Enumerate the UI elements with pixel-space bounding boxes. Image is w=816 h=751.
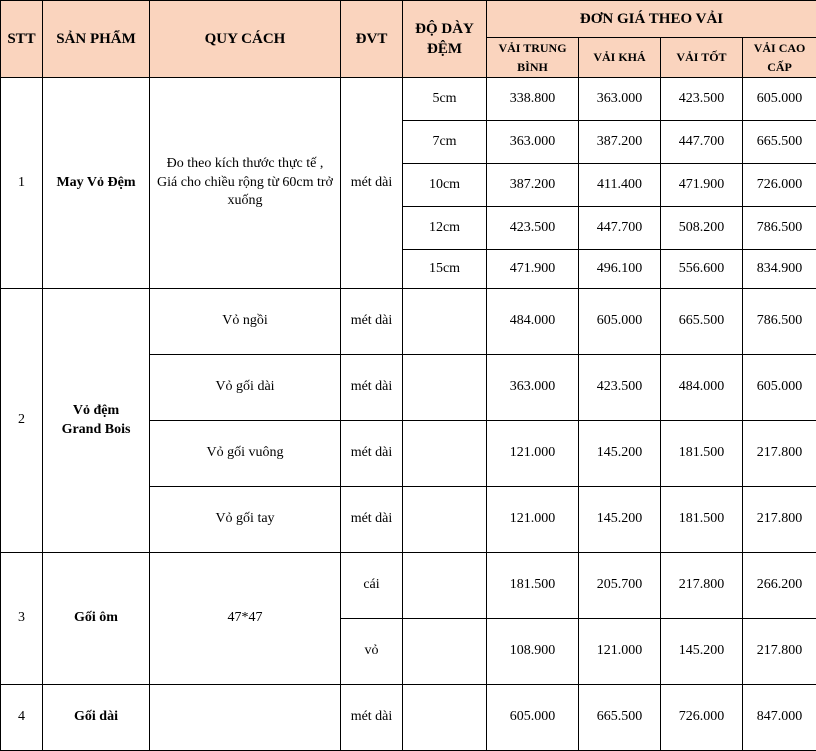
thickness-cell [403, 553, 487, 619]
header-fabric-fair: VẢI KHÁ [579, 38, 661, 78]
price-cell: 665.500 [743, 121, 816, 164]
price-cell: 363.000 [579, 78, 661, 121]
price-cell: 205.700 [579, 553, 661, 619]
price-cell: 145.200 [579, 487, 661, 553]
header-spec: QUY CÁCH [150, 1, 341, 78]
price-cell: 665.500 [661, 289, 743, 355]
thickness-cell: 15cm [403, 250, 487, 289]
price-cell: 121.000 [487, 421, 579, 487]
price-cell: 605.000 [487, 685, 579, 751]
thickness-cell: 12cm [403, 207, 487, 250]
unit-cell: mét dài [341, 289, 403, 355]
price-cell: 217.800 [743, 421, 816, 487]
spec-cell: Đo theo kích thước thực tế , Giá cho chiều rộng từ 60cm trở xuống [150, 78, 341, 289]
unit-cell: cái [341, 553, 403, 619]
price-cell: 108.900 [487, 619, 579, 685]
unit-cell: mét dài [341, 78, 403, 289]
header-stt: STT [1, 1, 43, 78]
thickness-cell [403, 619, 487, 685]
header-thickness: ĐỘ DÀY ĐỆM [403, 1, 487, 78]
spec-cell: Vỏ gối vuông [150, 421, 341, 487]
price-cell: 605.000 [579, 289, 661, 355]
thickness-cell: 7cm [403, 121, 487, 164]
price-cell: 266.200 [743, 553, 816, 619]
unit-cell: mét dài [341, 421, 403, 487]
price-cell: 387.200 [579, 121, 661, 164]
price-cell: 363.000 [487, 355, 579, 421]
spec-cell [150, 685, 341, 751]
price-cell: 363.000 [487, 121, 579, 164]
price-cell: 471.900 [487, 250, 579, 289]
price-cell: 447.700 [579, 207, 661, 250]
price-cell: 508.200 [661, 207, 743, 250]
product-cell: Gối dài [43, 685, 150, 751]
thickness-cell [403, 355, 487, 421]
thickness-cell [403, 421, 487, 487]
header-fabric-good: VẢI TỐT [661, 38, 743, 78]
spec-cell: Vỏ gối tay [150, 487, 341, 553]
price-cell: 726.000 [743, 164, 816, 207]
stt-cell: 4 [1, 685, 43, 751]
product-cell: Gối ôm [43, 553, 150, 685]
thickness-cell [403, 685, 487, 751]
price-cell: 121.000 [487, 487, 579, 553]
price-cell: 338.800 [487, 78, 579, 121]
price-cell: 496.100 [579, 250, 661, 289]
price-cell: 145.200 [661, 619, 743, 685]
price-cell: 181.500 [661, 487, 743, 553]
price-cell: 726.000 [661, 685, 743, 751]
table-row [1, 289, 816, 355]
header-product: SẢN PHẨM [43, 1, 150, 78]
stt-cell: 2 [1, 289, 43, 553]
thickness-cell [403, 289, 487, 355]
price-cell: 411.400 [579, 164, 661, 207]
table-row [1, 685, 816, 751]
unit-cell: mét dài [341, 487, 403, 553]
stt-cell: 1 [1, 78, 43, 289]
thickness-cell [403, 487, 487, 553]
price-cell: 145.200 [579, 421, 661, 487]
spec-cell: Vỏ gối dài [150, 355, 341, 421]
price-cell: 556.600 [661, 250, 743, 289]
spec-cell: Vỏ ngồi [150, 289, 341, 355]
unit-cell: vỏ [341, 619, 403, 685]
price-cell: 181.500 [487, 553, 579, 619]
price-cell: 217.800 [743, 619, 816, 685]
unit-cell: mét dài [341, 685, 403, 751]
price-cell: 605.000 [743, 78, 816, 121]
table-row [1, 553, 816, 619]
price-cell: 423.500 [661, 78, 743, 121]
product-cell: May Vỏ Đệm [43, 78, 150, 289]
price-cell: 484.000 [661, 355, 743, 421]
price-cell: 181.500 [661, 421, 743, 487]
thickness-cell: 5cm [403, 78, 487, 121]
price-cell: 847.000 [743, 685, 816, 751]
price-cell: 834.900 [743, 250, 816, 289]
unit-cell: mét dài [341, 355, 403, 421]
price-cell: 605.000 [743, 355, 816, 421]
spec-cell: 47*47 [150, 553, 341, 685]
price-cell: 217.800 [661, 553, 743, 619]
thickness-cell: 10cm [403, 164, 487, 207]
price-cell: 387.200 [487, 164, 579, 207]
price-cell: 484.000 [487, 289, 579, 355]
product-cell: Vỏ đệm Grand Bois [43, 289, 150, 553]
header-fabric-premium: VẢI CAO CẤP [743, 38, 816, 78]
header-fabric-average: VẢI TRUNG BÌNH [487, 38, 579, 78]
price-cell: 447.700 [661, 121, 743, 164]
price-cell: 786.500 [743, 207, 816, 250]
header-price-group: ĐƠN GIÁ THEO VẢI [487, 1, 816, 38]
price-cell: 121.000 [579, 619, 661, 685]
price-cell: 786.500 [743, 289, 816, 355]
stt-cell: 3 [1, 553, 43, 685]
price-cell: 217.800 [743, 487, 816, 553]
price-cell: 423.500 [579, 355, 661, 421]
table-row [1, 78, 816, 121]
price-cell: 423.500 [487, 207, 579, 250]
price-cell: 665.500 [579, 685, 661, 751]
header-unit: ĐVT [341, 1, 403, 78]
price-cell: 471.900 [661, 164, 743, 207]
